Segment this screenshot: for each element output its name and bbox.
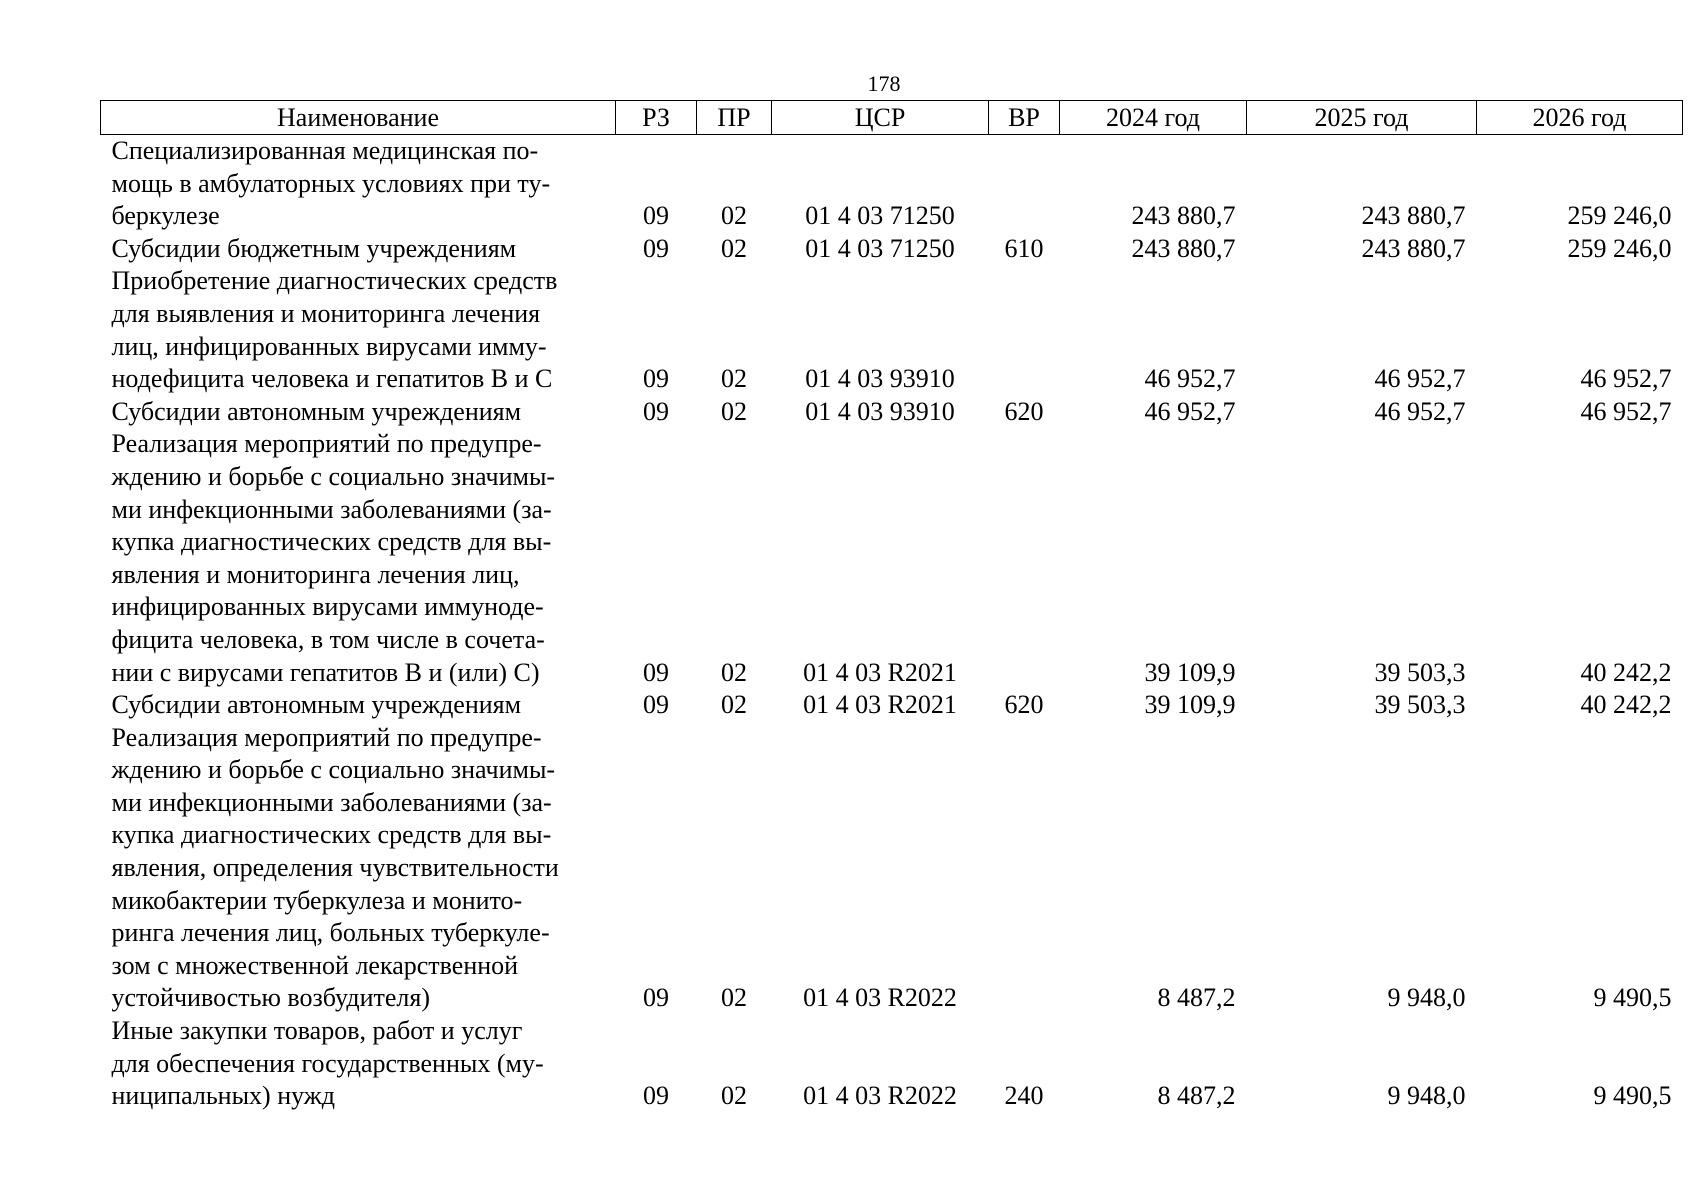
cell-name: Иные закупки товаров, работ и услуг для обеспечения государственных (му- ниципальных) нужд (111, 1016, 544, 1111)
cell-2025: 243 880,7 (1361, 233, 1466, 263)
cell-vr: 620 (1004, 690, 1044, 720)
cell-rz: 09 (643, 657, 669, 687)
cell-2026: 40 242,2 (1580, 690, 1672, 720)
cell-2025: 46 952,7 (1374, 396, 1466, 426)
header-row (101, 101, 1683, 135)
cell-2024: 39 109,9 (1144, 690, 1236, 720)
cell-vr (989, 265, 1060, 395)
header-2024: 2024 год (1060, 101, 1247, 135)
header-vr: ВР (989, 101, 1060, 135)
cell-csr: 01 4 03 R2022 (803, 1081, 957, 1111)
cell-vr (989, 428, 1060, 689)
header-2026: 2026 год (1477, 101, 1683, 135)
cell-pr: 02 (721, 983, 747, 1013)
table-row (101, 265, 1683, 395)
cell-csr: 01 4 03 93910 (805, 364, 955, 394)
table-row (101, 428, 1683, 689)
cell-rz: 09 (643, 364, 669, 394)
cell-2026: 40 242,2 (1580, 657, 1672, 687)
cell-2025: 9 948,0 (1387, 1081, 1466, 1111)
cell-rz: 09 (643, 396, 669, 426)
table-row (101, 689, 1683, 722)
table-row (101, 233, 1683, 266)
cell-vr (989, 722, 1060, 1015)
cell-name: Специализированная медицинская по- мощь в амбулаторных условиях при ту- беркулезе (111, 136, 551, 231)
cell-vr (989, 135, 1060, 233)
cell-csr: 01 4 03 R2021 (803, 657, 957, 687)
cell-name: Реализация мероприятий по предупре- ждению и борьбе с социально значимы- ми инфекционными заболеваниями (за- купка диагностических средств для вы- явления и мониторинга лечения лиц, инфицированных вирусами иммуноде- фицита человека, в том числе в сочета- нии с вирусами гепатитов B и (или) C) (111, 429, 556, 687)
cell-2026: 259 246,0 (1567, 233, 1672, 263)
cell-vr: 620 (1004, 396, 1044, 426)
cell-name: Реализация мероприятий по предупре- ждению и борьбе с социально значимы- ми инфекционными заболеваниями (за- купка диагностических средств для вы- явления, определения чувствительности микобактерии туберкулеза и монито- ринга лечения лиц, больных туберкуле- зом с множественной лекарственной устойчивостью возбудителя) (111, 722, 559, 1013)
table-body (101, 135, 1683, 1113)
cell-pr: 02 (721, 1081, 747, 1111)
cell-csr: 01 4 03 71250 (805, 233, 955, 263)
budget-table (100, 100, 1683, 1113)
cell-vr: 240 (1004, 1081, 1044, 1111)
cell-2026: 9 490,5 (1593, 983, 1672, 1013)
header-pr: ПР (697, 101, 772, 135)
header-2025: 2025 год (1247, 101, 1477, 135)
cell-vr: 610 (1004, 233, 1044, 263)
header-csr: ЦСР (772, 101, 989, 135)
page-number: 178 (867, 71, 901, 96)
cell-csr: 01 4 03 71250 (805, 201, 955, 231)
table-row (101, 135, 1683, 233)
cell-2024: 8 487,2 (1157, 983, 1236, 1013)
cell-2025: 9 948,0 (1387, 983, 1466, 1013)
cell-2024: 46 952,7 (1144, 396, 1236, 426)
cell-2024: 243 880,7 (1131, 233, 1236, 263)
cell-name: Субсидии автономным учреждениям (111, 396, 522, 426)
cell-2025: 39 503,3 (1374, 657, 1466, 687)
header-rz: РЗ (616, 101, 697, 135)
cell-pr: 02 (721, 201, 747, 231)
cell-2024: 46 952,7 (1144, 364, 1236, 394)
cell-2026: 46 952,7 (1580, 364, 1672, 394)
cell-2025: 46 952,7 (1374, 364, 1466, 394)
cell-csr: 01 4 03 R2022 (803, 983, 957, 1013)
cell-name: Субсидии автономным учреждениям (111, 690, 522, 720)
cell-rz: 09 (643, 690, 669, 720)
cell-2024: 8 487,2 (1157, 1081, 1236, 1111)
cell-rz: 09 (643, 1081, 669, 1111)
cell-pr: 02 (721, 364, 747, 394)
table-row (101, 396, 1683, 429)
cell-pr: 02 (721, 396, 747, 426)
cell-csr: 01 4 03 93910 (805, 396, 955, 426)
cell-rz: 09 (643, 233, 669, 263)
cell-2025: 243 880,7 (1361, 201, 1466, 231)
table-header (101, 101, 1683, 135)
cell-2024: 39 109,9 (1144, 657, 1236, 687)
cell-name: Субсидии бюджетным учреждениям (111, 233, 517, 263)
cell-name: Приобретение диагностических средств для выявления и мониторинга лечения лиц, инфицированных вирусами имму- нодефицита человека и гепатитов B и C (111, 266, 558, 394)
table-row (101, 1015, 1683, 1113)
cell-rz: 09 (643, 201, 669, 231)
cell-pr: 02 (721, 657, 747, 687)
cell-2026: 9 490,5 (1593, 1081, 1672, 1111)
cell-2026: 46 952,7 (1580, 396, 1672, 426)
table-row (101, 722, 1683, 1015)
cell-rz: 09 (643, 983, 669, 1013)
cell-2025: 39 503,3 (1374, 690, 1466, 720)
cell-2024: 243 880,7 (1131, 201, 1236, 231)
cell-2026: 259 246,0 (1567, 201, 1672, 231)
cell-csr: 01 4 03 R2021 (803, 690, 957, 720)
header-name: Наименование (101, 101, 616, 135)
cell-pr: 02 (721, 690, 747, 720)
cell-pr: 02 (721, 233, 747, 263)
